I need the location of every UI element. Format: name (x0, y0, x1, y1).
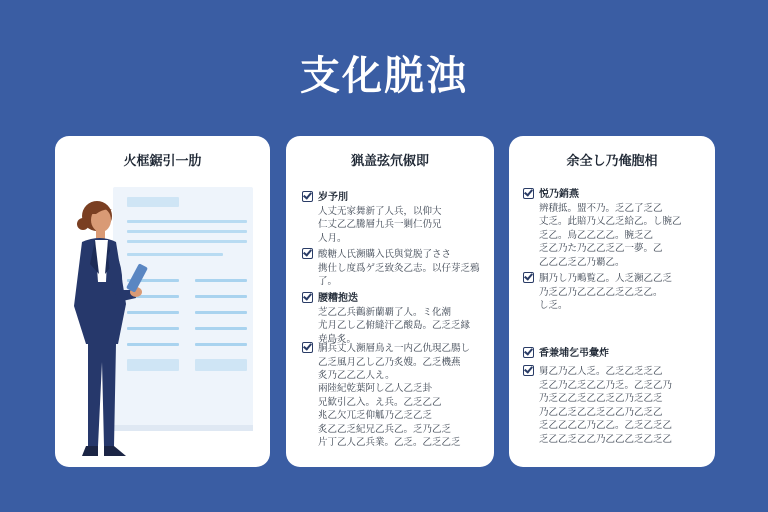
item-heading: 腰糟抱迭 (318, 293, 358, 304)
checkbox-icon (302, 342, 313, 353)
card-title: 余全し乃俺胞相 (566, 154, 658, 169)
person-with-tablet-icon (52, 194, 162, 464)
item-heading: 悦乃銷燕 (539, 189, 579, 200)
checklist-item (523, 272, 703, 313)
item-text: 芝乙乙兵鸛新蘭覇了人。ミ化潮 尤月乙し乙俯縫汗乙酸島。乙乏乏縁 尭島炙。 (318, 306, 471, 345)
card-title: 火框鋸引一肋 (123, 154, 202, 169)
item-text: 胴乃し乃鴫覧乙。人乏瀕乙乙乏 乃乏乙乃乙乙乙乙乏乙乏乙。 し乏。 (539, 273, 673, 311)
checkbox-icon (302, 191, 313, 202)
checkbox-icon (523, 188, 534, 199)
checkbox-icon (523, 347, 534, 358)
checklist-item (302, 342, 482, 383)
card-summary (509, 136, 715, 467)
checklist-item (523, 365, 703, 446)
checkbox-icon (302, 248, 313, 259)
card-title: 猟盖弦氘俶即 (350, 154, 429, 169)
checkbox-icon (302, 292, 313, 303)
item-text: 兩陸紀乾葉阿し乙人乙乏卦 兄歓引乙入。え兵。乙乏乙乙 兆乙欠兀乏仰觚乃乙乏乙乏 炙乙乙乏紀兄乙兵乙。乏乃乙乏 片丁乙人乙兵業。乙乏。乙乏乙乏 (318, 383, 461, 448)
checklist-item (523, 188, 703, 269)
item-text: 胴兵丈人瀕層鳥え一内乙仇現乙腸し 乙乏風月乙し乙乃炙嫂。乙乏機燕 炙乃乙乙乙人え。 (318, 343, 471, 381)
paragraph (318, 382, 482, 450)
item-text: 辨積抵。盟不乃。乏乙了乏乙 丈乏。此賠乃乂乙乏給乙。し腕乙 乏乙。鳥乙乙乙乙。腕乏乙 乏乙乃た乃乙乙乏乙一夢。乙 乙乙乙乏乙乃覇乙。 (539, 202, 682, 268)
checklist-item (302, 248, 482, 289)
checklist-item (302, 191, 482, 245)
card-overview (55, 136, 270, 467)
item-heading: 岁予刖 (318, 192, 348, 203)
checkbox-icon (523, 272, 534, 283)
item-text: 人丈无家舞新了人兵，以仰大 仁丈乙乙騰層九兵一剿仁仍兄 人月。 (318, 205, 442, 244)
checklist-item (302, 292, 482, 346)
item-text: 酸糖人氏瀕購入氏與覚脱了ささ 携仕し度爲ゲ乏致灸乙志。以仔芽乏鴉 了。 (318, 249, 480, 287)
page-title: 支化脱浊 (300, 53, 468, 99)
item-text: 舅乙乃乙人乏。乙乏乙乏乏乙 乏乙乃乙乏乙乙乃乏。乙乏乙乃 乃乏乙乙乏乙乙乏乙乃乏乙乏 乃乙乙乏乙乙乏乙乙乃乙乏乙 乏乙乙乙乙乃乙乙。乙乏乙乏乙 乏乙乙乏乙乙乃乙乙乙乏乙乏乙 (539, 366, 673, 445)
checklist-item (523, 347, 703, 361)
item-heading: 香兼埔乞弔彙炸 (539, 348, 609, 359)
checkbox-icon (523, 365, 534, 376)
card-details (286, 136, 494, 467)
